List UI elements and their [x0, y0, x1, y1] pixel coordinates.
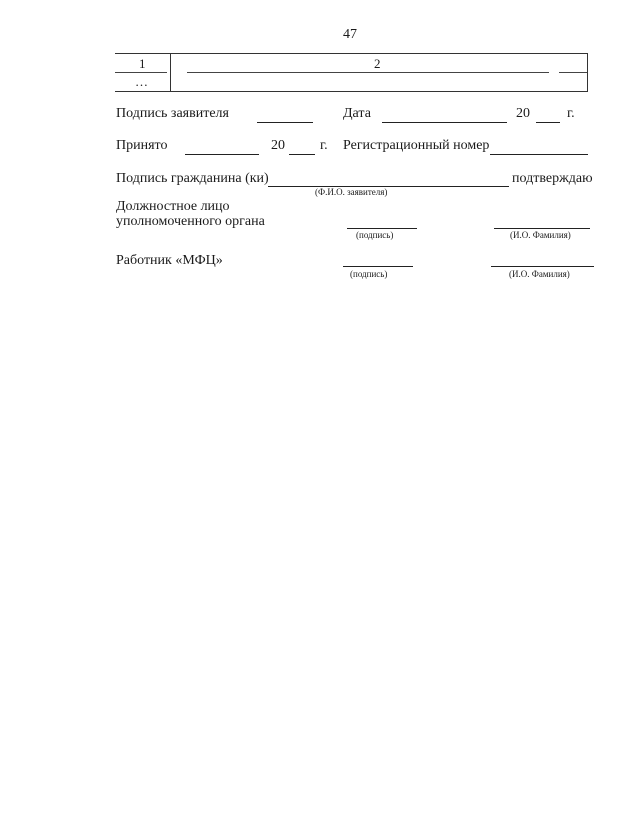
- mfc-signature-caption: (подпись): [350, 269, 388, 279]
- accepted-year-line[interactable]: [289, 154, 315, 155]
- official-label-line2: уполномоченного органа: [116, 214, 265, 229]
- applicant-signature-line[interactable]: [257, 122, 313, 123]
- accepted-year-suffix: г.: [320, 138, 328, 153]
- table-column-divider: [170, 54, 171, 91]
- reg-number-label: Регистрационный номер: [343, 138, 490, 153]
- table-header-col1: 1: [139, 56, 146, 71]
- confirm-label: подтверждаю: [512, 171, 593, 186]
- page-number: 47: [343, 27, 357, 42]
- mfc-name-line[interactable]: [491, 266, 594, 267]
- accepted-year-prefix: 20: [271, 138, 285, 153]
- date-year-line[interactable]: [536, 122, 560, 123]
- citizen-signature-label: Подпись гражданина (ки): [116, 171, 269, 186]
- table-right-border: [587, 54, 588, 91]
- citizen-signature-line[interactable]: [268, 186, 509, 187]
- table-header-col2: 2: [374, 56, 381, 71]
- form-table: [115, 53, 588, 92]
- official-signature-caption: (подпись): [356, 230, 394, 240]
- official-name-caption: (И.О. Фамилия): [510, 230, 571, 240]
- accepted-label: Принято: [116, 138, 168, 153]
- official-signature-line[interactable]: [347, 228, 417, 229]
- reg-number-line[interactable]: [490, 154, 588, 155]
- date-year-prefix: 20: [516, 106, 530, 121]
- applicant-signature-label: Подпись заявителя: [116, 106, 229, 121]
- mfc-signature-line[interactable]: [343, 266, 413, 267]
- mfc-worker-label: Работник «МФЦ»: [116, 253, 223, 268]
- official-label-line1: Должностное лицо: [116, 199, 230, 214]
- date-year-suffix: г.: [567, 106, 575, 121]
- table-row-divider: [559, 72, 587, 73]
- table-row-divider: [115, 72, 167, 73]
- table-row-divider: [187, 72, 549, 73]
- accepted-date-line[interactable]: [185, 154, 259, 155]
- fio-applicant-caption: (Ф.И.О. заявителя): [315, 187, 388, 197]
- date-label: Дата: [343, 106, 371, 121]
- date-line[interactable]: [382, 122, 507, 123]
- mfc-name-caption: (И.О. Фамилия): [509, 269, 570, 279]
- official-name-line[interactable]: [494, 228, 590, 229]
- table-cell-ellipsis: …: [135, 74, 148, 89]
